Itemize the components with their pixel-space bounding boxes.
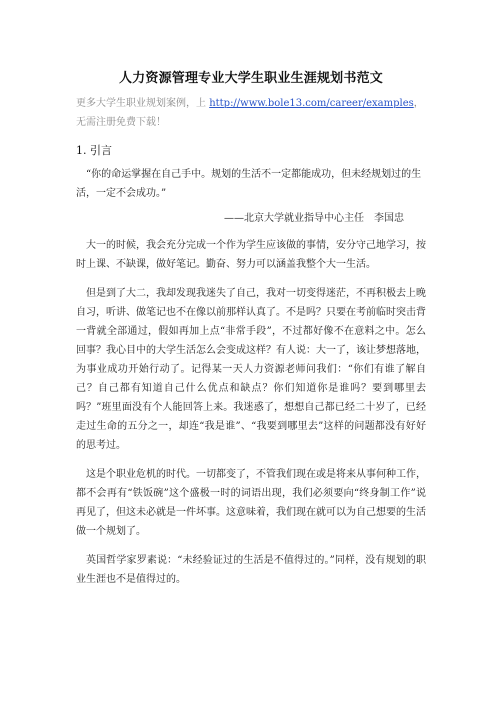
body-paragraph: 英国哲学家罗素说：“未经验证过的生活是不值得过的。”同样，没有规划的职业生涯也不是值得过的。 xyxy=(76,555,426,585)
document-content xyxy=(76,67,426,599)
download-notice xyxy=(76,94,426,132)
body-paragraph: 但是到了大二，我却发现我迷失了自己，我对一切变得迷茫，不再积极去上晚自习，听讲、做笔记也不在像以前那样认真了。不是吗？只要在考前临时突击背一背就全部通过，假如再加上点“非常手段”，不过都好像不在意料之中。怎么回事？我心目中的大学生活怎么会变成这样？有人说：大一了，该让梦想落地，为事业成功开始行动了。记得某一天人力资源老师问我们：“你们有谁了解自己？自己都有知道自己什么优点和缺点？你们知道你是谁吗？要到哪里去吗？”班里面没有个人能回答上来。我迷惑了，想想自己都已经二十岁了，已经走过生命的五分之一，却连“我是谁”、“我要到哪里去”这样的问题都没有好好的思考过。 xyxy=(76,288,426,451)
body-paragraph: 这是个职业危机的时代。一切都变了，不管我们现在或是将来从事何种工作，都不会再有“铁饭碗”这个盛极一时的词语出现，我们必须要向“终身制工作”说再见了，但这未必就是一件坏事。这意味着，我们现在就可以为自己想要的生活做一个规划了。 xyxy=(76,469,426,537)
notice-prefix: 更多大学生职业规划案例，上 xyxy=(76,98,210,109)
quote-attribution: ——北京大学就业指导中心主任 李国忠 xyxy=(224,213,404,224)
notice-suffix: ，无需注册免费下载！ xyxy=(76,98,424,128)
section-heading: 1. 引言 xyxy=(76,144,112,157)
body-paragraph: 大一的时候，我会充分完成一个作为学生应该做的事情，安分守己地学习，按时上课、不缺课，做好笔记。勤奋、努力可以涵盖我整个大一生活。 xyxy=(76,240,426,270)
opening-quote: “你的命运掌握在自己手中。规划的生活不一定都能成功，但未经规划过的生活，一定不会成功。” xyxy=(76,169,422,199)
document-title: 人力资源管理专业大学生职业生涯规划书范文 xyxy=(118,71,383,86)
examples-link[interactable]: http://www.bole13.com/career/examples xyxy=(209,98,414,109)
